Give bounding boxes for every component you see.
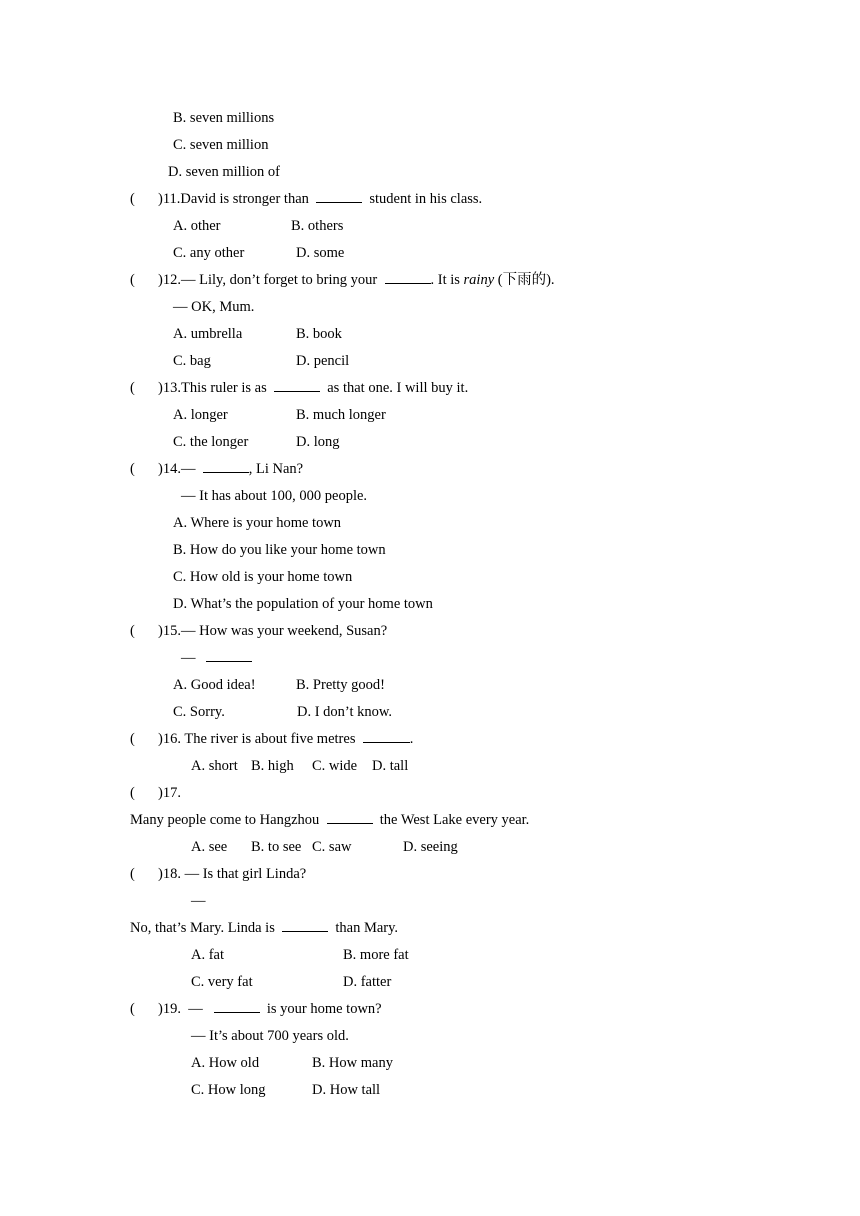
q16-option-d: D. tall (372, 758, 409, 774)
q15-stem: ( )15.— How was your weekend, Susan? (130, 623, 388, 639)
q13-option-b: B. much longer (296, 407, 386, 423)
answer-blank (327, 823, 373, 824)
q12-option-d: D. pencil (296, 353, 350, 369)
q17-option-d: D. seeing (403, 839, 458, 855)
q19-option-a: A. How old (191, 1055, 260, 1071)
q10-option-c: C. seven million (173, 137, 269, 153)
q19-option-b: B. How many (312, 1055, 393, 1071)
q13-stem: ( )13.This ruler is as as that one. I will buy it. (130, 380, 469, 396)
q14-reply: — It has about 100, 000 people. (181, 488, 368, 504)
q18-line2: No, that’s Mary. Linda is than Mary. (130, 920, 399, 936)
q18-stem: ( )18. — Is that girl Linda? (130, 866, 307, 882)
q13-option-d: D. long (296, 434, 340, 450)
q14-option-c: C. How old is your home town (173, 569, 353, 585)
q14-option-d: D. What’s the population of your home town (173, 596, 433, 612)
answer-blank (214, 1012, 260, 1013)
q17-option-b: B. to see (251, 839, 302, 855)
q19-option-c: C. How long (191, 1082, 266, 1098)
q17-stem: Many people come to Hangzhou the West Lake every year. (130, 812, 530, 828)
q14-option-a: A. Where is your home town (173, 515, 342, 531)
q13-option-c: C. the longer (173, 434, 249, 450)
q16-stem: ( )16. The river is about five metres . (130, 731, 414, 747)
q11-option-b: B. others (291, 218, 344, 234)
q12-stem: ( )12.— Lily, don’t forget to bring your . It is rainy (下雨的). (130, 272, 555, 288)
answer-blank (282, 931, 328, 932)
q17-number: ( )17. (130, 785, 181, 801)
q19-option-d: D. How tall (312, 1082, 381, 1098)
q15-option-d: D. I don’t know. (297, 704, 393, 720)
q18-option-b: B. more fat (343, 947, 409, 963)
q11-stem: ( )11.David is stronger than student in his class. (130, 191, 483, 207)
q12-option-b: B. book (296, 326, 342, 342)
q12-reply: — OK, Mum. (173, 299, 255, 315)
q14-option-b: B. How do you like your home town (173, 542, 386, 558)
q18-option-a: A. fat (191, 947, 225, 963)
q11-option-d: D. some (296, 245, 345, 261)
answer-blank (316, 202, 362, 203)
q15-option-b: B. Pretty good! (296, 677, 386, 693)
q10-option-d: D. seven million of (168, 164, 280, 180)
q18-option-c: C. very fat (191, 974, 253, 990)
q12-option-a: A. umbrella (173, 326, 243, 342)
answer-blank (206, 661, 252, 662)
q11-option-a: A. other (173, 218, 221, 234)
answer-blank (385, 283, 431, 284)
q10-option-b: B. seven millions (173, 110, 275, 126)
q16-option-a: A. short (191, 758, 238, 774)
q17-option-c: C. saw (312, 839, 352, 855)
q14-stem: ( )14.— , Li Nan? (130, 461, 304, 477)
q18-dash: — (191, 893, 206, 909)
q13-option-a: A. longer (173, 407, 228, 423)
answer-blank (363, 742, 410, 743)
q19-stem: ( )19. — is your home town? (130, 1001, 382, 1017)
answer-blank (274, 391, 320, 392)
q15-option-a: A. Good idea! (173, 677, 256, 693)
q15-option-c: C. Sorry. (173, 704, 225, 720)
q12-option-c: C. bag (173, 353, 211, 369)
answer-blank (203, 472, 249, 473)
q16-option-c: C. wide (312, 758, 358, 774)
q16-option-b: B. high (251, 758, 294, 774)
q11-option-c: C. any other (173, 245, 245, 261)
q19-reply: — It’s about 700 years old. (191, 1028, 349, 1044)
q17-option-a: A. see (191, 839, 228, 855)
q18-option-d: D. fatter (343, 974, 392, 990)
q15-reply: — (181, 649, 252, 667)
